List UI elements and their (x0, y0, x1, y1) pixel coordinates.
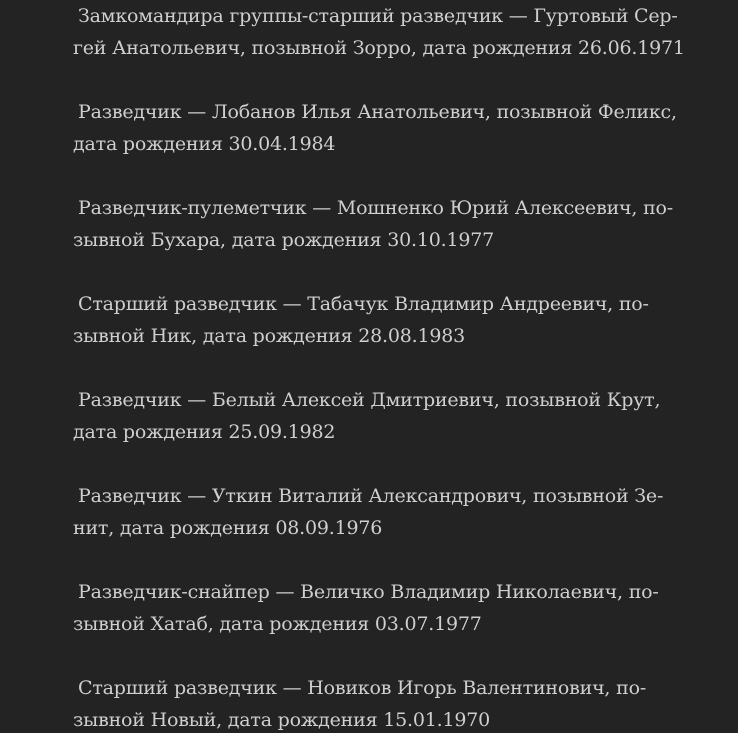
entry-line: Разведчик — Белый Алексей Дмитриевич, позывной Крут, (78, 389, 661, 411)
entry-line: гей Анатольевич, позывной Зорро, дата рождения 26.06.1971 (73, 37, 685, 59)
entry-line: дата рождения 30.04.1984 (73, 133, 336, 155)
entry-line: Старший разведчик — Новиков Игорь Валентинович, по- (78, 677, 647, 699)
roster-entry (73, 384, 673, 448)
entry-line: зывной Ник, дата рождения 28.08.1983 (73, 325, 466, 347)
roster-entry (73, 480, 673, 544)
roster-entry (73, 0, 685, 64)
entry-line: нит, дата рождения 08.09.1976 (73, 517, 383, 539)
entry-line: зывной Новый, дата рождения 15.01.1970 (73, 709, 491, 731)
roster-entry (73, 192, 673, 256)
entry-line: Разведчик — Уткин Виталий Александрович, позывной Зе- (78, 485, 664, 507)
roster-entry (73, 96, 677, 160)
roster-entry (73, 576, 673, 640)
roster-entry (73, 672, 673, 733)
entry-line: Замкомандира группы-старший разведчик — Гуртовый Сер- (78, 5, 678, 27)
roster-entry (73, 288, 673, 352)
entry-line: зывной Хатаб, дата рождения 03.07.1977 (73, 613, 482, 635)
entry-line: Разведчик-снайпер — Величко Владимир Николаевич, по- (78, 581, 659, 603)
entry-line: дата рождения 25.09.1982 (73, 421, 336, 443)
entry-line: Разведчик-пулеметчик — Мошненко Юрий Алексеевич, по- (78, 197, 674, 219)
entry-line: Старший разведчик — Табачук Владимир Андреевич, по- (78, 293, 649, 315)
entry-line: зывной Бухара, дата рождения 30.10.1977 (73, 229, 495, 251)
entry-line: Разведчик — Лобанов Илья Анатольевич, позывной Феликс, (78, 101, 677, 123)
